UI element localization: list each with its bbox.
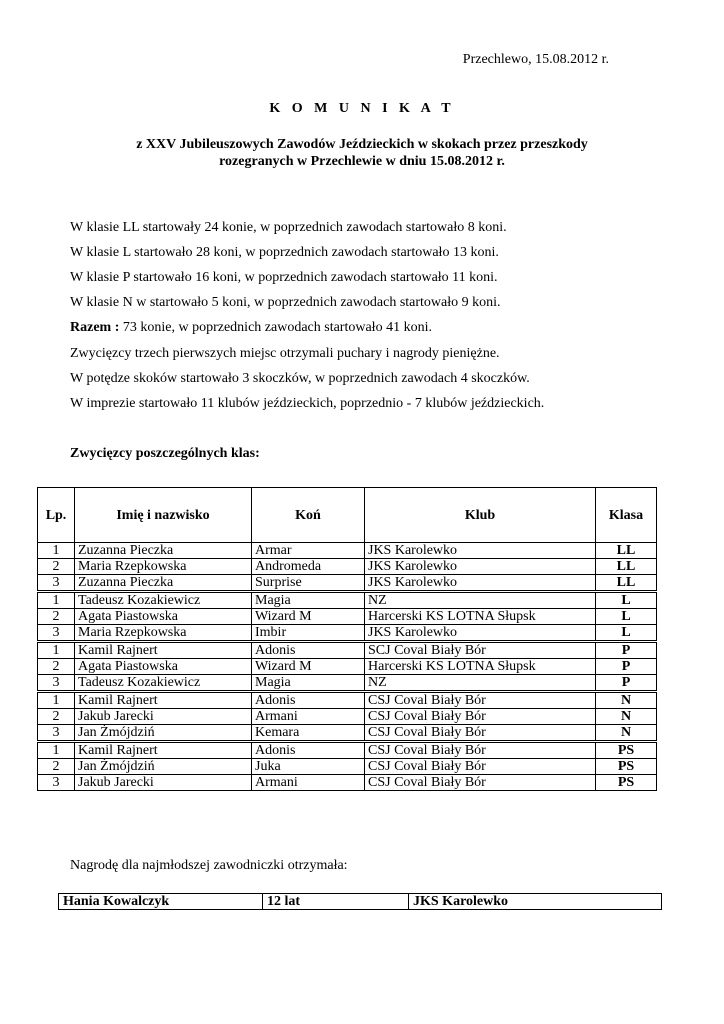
award-club: JKS Karolewko: [409, 894, 662, 910]
cell-lp: 2: [38, 759, 75, 775]
cell-class: LL: [596, 575, 657, 592]
table-row: [38, 609, 657, 625]
cell-club: JKS Karolewko: [365, 625, 596, 642]
cell-class: P: [596, 659, 657, 675]
cell-name: Maria Rzepkowska: [75, 559, 252, 575]
subtitle-line-2: rozegranych w Przechlewie w dniu 15.08.2012 r.: [219, 154, 505, 169]
cell-horse: Andromeda: [252, 559, 365, 575]
table-row: [38, 725, 657, 742]
cell-name: Tadeusz Kozakiewicz: [75, 675, 252, 692]
table-row: [38, 559, 657, 575]
cell-class: PS: [596, 759, 657, 775]
cell-horse: Magia: [252, 592, 365, 609]
cell-lp: 1: [38, 642, 75, 659]
header-name: Imię i nazwisko: [75, 488, 252, 543]
cell-horse: Adonis: [252, 642, 365, 659]
cell-name: Kamil Rajnert: [75, 692, 252, 709]
cell-club: CSJ Coval Biały Bór: [365, 692, 596, 709]
total-label: Razem :: [70, 320, 120, 335]
award-table: [58, 893, 662, 910]
cell-club: JKS Karolewko: [365, 575, 596, 592]
cell-name: Zuzanna Pieczka: [75, 575, 252, 592]
cell-class: N: [596, 725, 657, 742]
table-row: [38, 759, 657, 775]
cell-lp: 1: [38, 543, 75, 559]
award-text: Nagrodę dla najmłodszej zawodniczki otrzymała:: [70, 858, 348, 873]
table-row: [38, 709, 657, 725]
table-row: [38, 592, 657, 609]
cell-name: Kamil Rajnert: [75, 642, 252, 659]
cell-lp: 2: [38, 709, 75, 725]
table-row: [38, 625, 657, 642]
cell-club: NZ: [365, 592, 596, 609]
summary-line-ll: W klasie LL startowały 24 konie, w poprzednich zawodach startowało 8 koni.: [70, 220, 507, 235]
cell-class: PS: [596, 742, 657, 759]
cell-lp: 3: [38, 575, 75, 592]
cell-club: SCJ Coval Biały Bór: [365, 642, 596, 659]
cell-class: N: [596, 709, 657, 725]
table-row: [38, 775, 657, 791]
cell-lp: 2: [38, 659, 75, 675]
cell-lp: 2: [38, 559, 75, 575]
cell-horse: Kemara: [252, 725, 365, 742]
cell-lp: 2: [38, 609, 75, 625]
header-class: Klasa: [596, 488, 657, 543]
cell-class: LL: [596, 559, 657, 575]
cell-horse: Wizard M: [252, 659, 365, 675]
cell-club: JKS Karolewko: [365, 559, 596, 575]
cell-name: Zuzanna Pieczka: [75, 543, 252, 559]
summary-clubs: W imprezie startowało 11 klubów jeździeckich, poprzednio - 7 klubów jeździeckich.: [70, 396, 545, 411]
cell-horse: Surprise: [252, 575, 365, 592]
summary-prizes: Zwycięzcy trzech pierwszych miejsc otrzymali puchary i nagrody pieniężne.: [70, 346, 500, 361]
cell-class: N: [596, 692, 657, 709]
subtitle-line-1: z XXV Jubileuszowych Zawodów Jeździeckich w skokach przez przeszkody: [136, 137, 588, 152]
cell-lp: 3: [38, 725, 75, 742]
table-row: [38, 692, 657, 709]
cell-club: CSJ Coval Biały Bór: [365, 725, 596, 742]
cell-class: L: [596, 609, 657, 625]
cell-class: PS: [596, 775, 657, 791]
table-row: [38, 642, 657, 659]
table-row: [38, 742, 657, 759]
table-row: [38, 543, 657, 559]
cell-horse: Imbir: [252, 625, 365, 642]
cell-horse: Adonis: [252, 692, 365, 709]
summary-line-p: W klasie P startowało 16 koni, w poprzednich zawodach startowało 11 koni.: [70, 270, 498, 285]
award-name: Hania Kowalczyk: [59, 894, 263, 910]
cell-name: Jakub Jarecki: [75, 709, 252, 725]
cell-lp: 3: [38, 625, 75, 642]
table-header-row: [38, 488, 657, 543]
header-club: Klub: [365, 488, 596, 543]
cell-horse: Adonis: [252, 742, 365, 759]
cell-name: Jakub Jarecki: [75, 775, 252, 791]
summary-total: [70, 320, 432, 336]
cell-horse: Armani: [252, 775, 365, 791]
cell-club: CSJ Coval Biały Bór: [365, 759, 596, 775]
cell-name: Agata Piastowska: [75, 609, 252, 625]
cell-lp: 1: [38, 592, 75, 609]
cell-name: Agata Piastowska: [75, 659, 252, 675]
summary-line-l: W klasie L startowało 28 koni, w poprzednich zawodach startowało 13 koni.: [70, 245, 499, 260]
table-row: [38, 575, 657, 592]
award-row: [59, 894, 662, 910]
winners-heading: Zwycięzcy poszczególnych klas:: [70, 446, 260, 461]
total-text: 73 konie, w poprzednich zawodach startowało 41 koni.: [119, 320, 432, 335]
header-horse: Koń: [252, 488, 365, 543]
cell-horse: Armar: [252, 543, 365, 559]
table-row: [38, 659, 657, 675]
cell-lp: 1: [38, 742, 75, 759]
cell-club: Harcerski KS LOTNA Słupsk: [365, 659, 596, 675]
winners-table: [37, 487, 657, 791]
award-age: 12 lat: [263, 894, 409, 910]
cell-name: Maria Rzepkowska: [75, 625, 252, 642]
summary-power-jump: W potędze skoków startowało 3 skoczków, w poprzednich zawodach 4 skoczków.: [70, 371, 530, 386]
cell-name: Kamil Rajnert: [75, 742, 252, 759]
cell-class: P: [596, 642, 657, 659]
cell-name: Jan Żmójdziń: [75, 725, 252, 742]
cell-horse: Wizard M: [252, 609, 365, 625]
summary-line-n: W klasie N w startowało 5 koni, w poprzednich zawodach startowało 9 koni.: [70, 295, 501, 310]
document-title: K O M U N I K A T: [269, 101, 455, 116]
cell-club: Harcerski KS LOTNA Słupsk: [365, 609, 596, 625]
cell-name: Jan Żmójdziń: [75, 759, 252, 775]
cell-club: CSJ Coval Biały Bór: [365, 709, 596, 725]
cell-horse: Armani: [252, 709, 365, 725]
cell-class: P: [596, 675, 657, 692]
cell-club: JKS Karolewko: [365, 543, 596, 559]
cell-lp: 3: [38, 675, 75, 692]
cell-lp: 3: [38, 775, 75, 791]
document-date: Przechlewo, 15.08.2012 r.: [462, 52, 609, 67]
cell-class: L: [596, 625, 657, 642]
cell-club: NZ: [365, 675, 596, 692]
cell-club: CSJ Coval Biały Bór: [365, 775, 596, 791]
table-row: [38, 675, 657, 692]
cell-lp: 1: [38, 692, 75, 709]
cell-club: CSJ Coval Biały Bór: [365, 742, 596, 759]
cell-class: L: [596, 592, 657, 609]
cell-class: LL: [596, 543, 657, 559]
cell-name: Tadeusz Kozakiewicz: [75, 592, 252, 609]
cell-horse: Magia: [252, 675, 365, 692]
cell-horse: Juka: [252, 759, 365, 775]
header-lp: Lp.: [38, 488, 75, 543]
